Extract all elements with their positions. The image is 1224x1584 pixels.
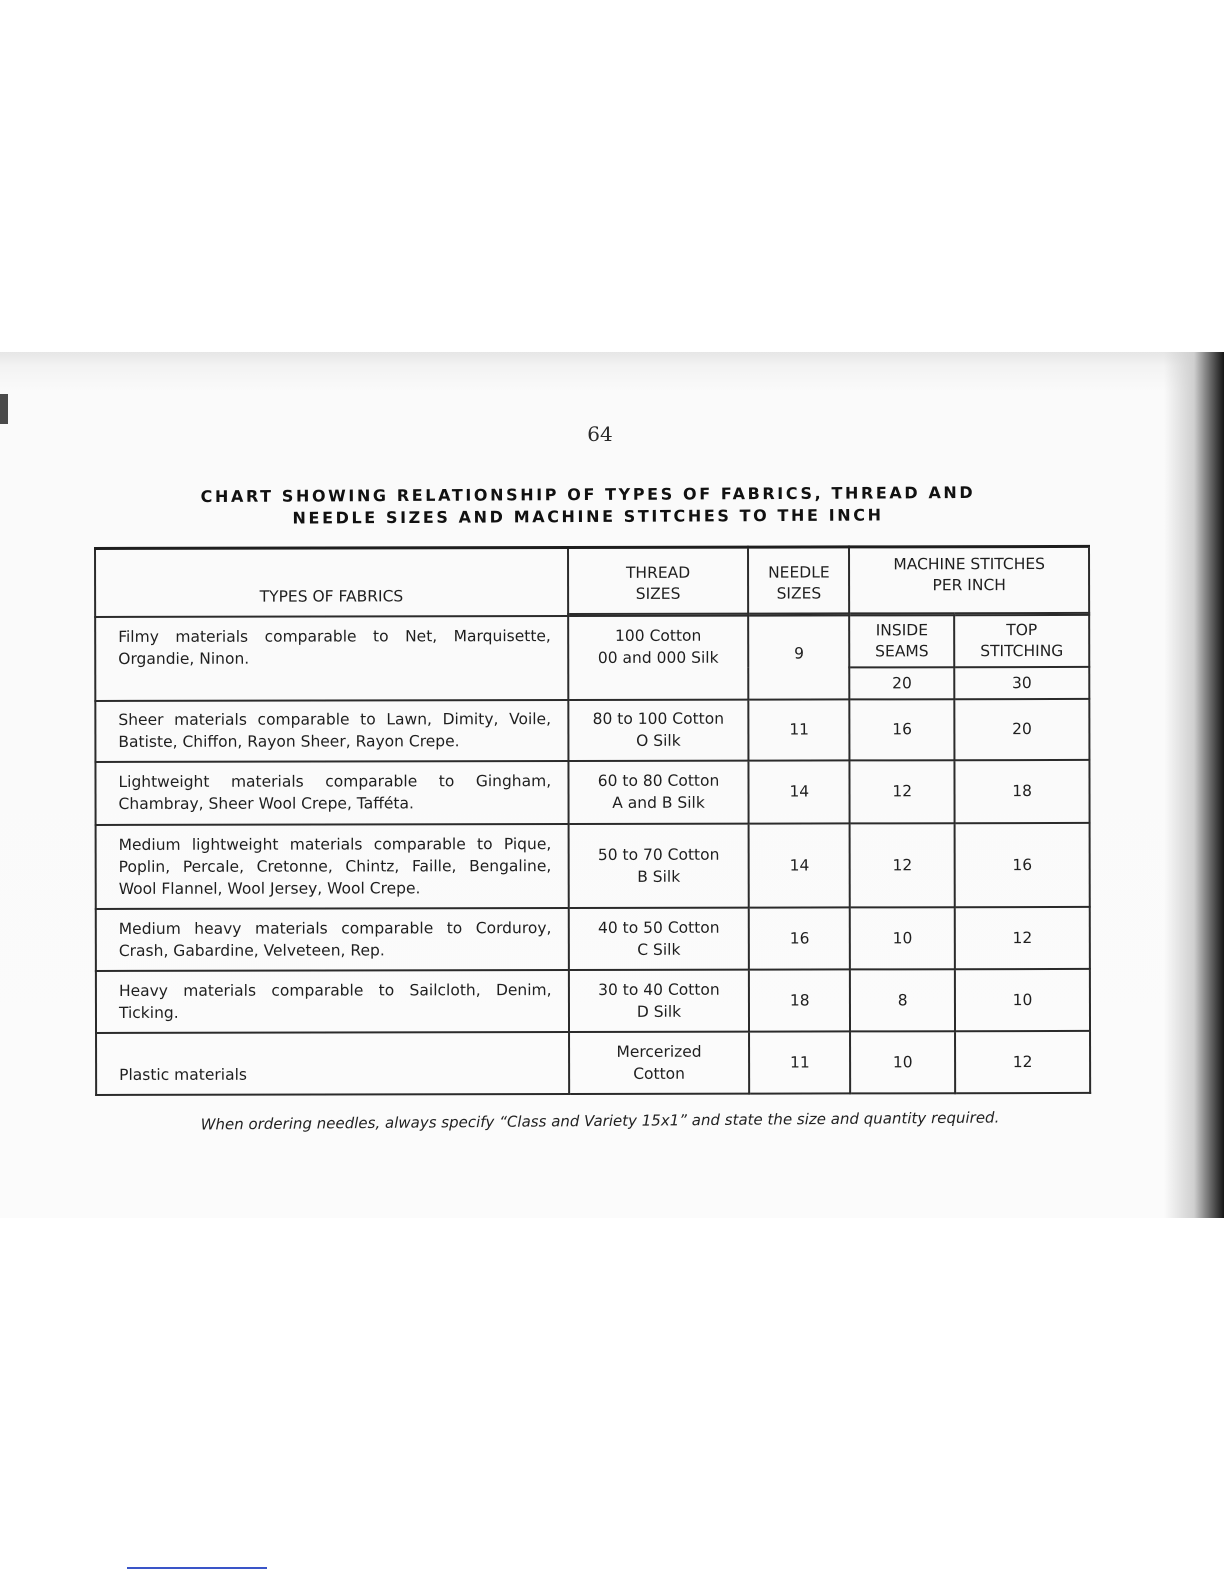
thread-cell: 30 to 40 Cotton D Silk <box>569 969 750 1031</box>
inside-seams-cell: 20 <box>850 667 955 699</box>
top-stitching-cell: 10 <box>955 968 1090 1030</box>
needle-cell: 14 <box>749 760 850 823</box>
header-machine-stitches: MACHINE STITCHES PER INCH <box>849 546 1089 613</box>
chart-title <box>88 481 1088 530</box>
table-row <box>95 759 1089 824</box>
needle-cell: 11 <box>749 699 850 760</box>
header-needle-sizes: NEEDLE SIZES <box>748 547 849 613</box>
thread-cell: 40 to 50 Cotton C Silk <box>568 907 749 969</box>
top-stitching-cell: 20 <box>954 698 1089 759</box>
inside-seams-cell: 8 <box>850 969 955 1031</box>
fabric-cell: Heavy materials comparable to Sailcloth, Denim, Ticking. <box>96 970 569 1033</box>
table-row <box>96 822 1090 908</box>
scan-edge-mark <box>0 394 8 424</box>
fabric-cell: Filmy materials comparable to Net, Marquisette, Organdie, Ninon. <box>95 616 568 701</box>
header-top-stitching: TOP STITCHING <box>954 614 1089 666</box>
thread-cell: Mercerized Cotton <box>569 1031 750 1093</box>
fabric-cell: Medium lightweight materials comparable to Pique, Poplin, Percale, Cretonne, Chintz, Faille, Bengaline, Wool Flannel, Wool Jersey, Wool Crepe. <box>96 824 569 909</box>
top-stitching-cell: 16 <box>955 822 1090 906</box>
needle-cell: 11 <box>749 1031 850 1093</box>
inside-seams-cell: 16 <box>850 699 955 760</box>
page-number: 64 <box>587 422 613 446</box>
fabric-cell: Medium heavy materials comparable to Corduroy, Crash, Gabardine, Velveteen, Rep. <box>96 908 569 971</box>
fabric-thread-needle-table <box>94 545 1091 1096</box>
thread-cell: 60 to 80 Cotton A and B Silk <box>568 760 749 823</box>
thread-cell: 50 to 70 Cotton B Silk <box>568 823 749 907</box>
table-row <box>95 698 1089 761</box>
book-spine-shadow <box>1164 352 1224 1218</box>
top-stitching-cell: 30 <box>954 666 1089 698</box>
inside-seams-cell: 10 <box>850 907 955 969</box>
table-row <box>96 968 1090 1032</box>
chart-title-line-1: CHART SHOWING RELATIONSHIP OF TYPES OF FABRICS, THREAD AND <box>200 482 976 507</box>
needle-cell: 16 <box>749 907 850 969</box>
header-types-of-fabrics: TYPES OF FABRICS <box>95 548 568 617</box>
bottom-rule <box>127 1567 267 1569</box>
inside-seams-cell: 10 <box>850 1031 955 1093</box>
header-row <box>95 546 1089 614</box>
scanned-page <box>0 352 1224 1218</box>
fabric-cell: Plastic materials <box>96 1032 569 1095</box>
footnote: When ordering needles, always specify “Class and Variety 15x1” and state the size and quantity required. <box>200 1108 1000 1134</box>
table-row <box>96 1030 1090 1094</box>
fabric-cell: Sheer materials comparable to Lawn, Dimity, Voile, Batiste, Chiffon, Rayon Sheer, Rayon Crepe. <box>95 700 568 762</box>
header-thread-sizes: THREAD SIZES <box>568 547 749 613</box>
top-stitching-cell: 12 <box>955 1030 1090 1092</box>
header-inside-seams: INSIDE SEAMS <box>849 615 954 667</box>
top-stitching-cell: 18 <box>955 759 1090 822</box>
needle-cell: 9 <box>748 615 849 699</box>
thread-cell: 80 to 100 Cotton O Silk <box>568 699 749 760</box>
needle-cell: 18 <box>749 969 850 1031</box>
needle-cell: 14 <box>749 823 850 907</box>
thread-cell: 100 Cotton 00 and 000 Silk <box>568 615 749 699</box>
inside-seams-cell: 12 <box>850 823 955 907</box>
chart-title-line-2: NEEDLE SIZES AND MACHINE STITCHES TO THE INCH <box>292 505 884 528</box>
top-stitching-cell: 12 <box>955 906 1090 968</box>
inside-seams-cell: 12 <box>850 760 955 823</box>
table-row <box>96 906 1090 970</box>
table-row <box>95 614 1089 668</box>
fabric-cell: Lightweight materials comparable to Gingham, Chambray, Sheer Wool Crepe, Tafféta. <box>95 761 568 825</box>
